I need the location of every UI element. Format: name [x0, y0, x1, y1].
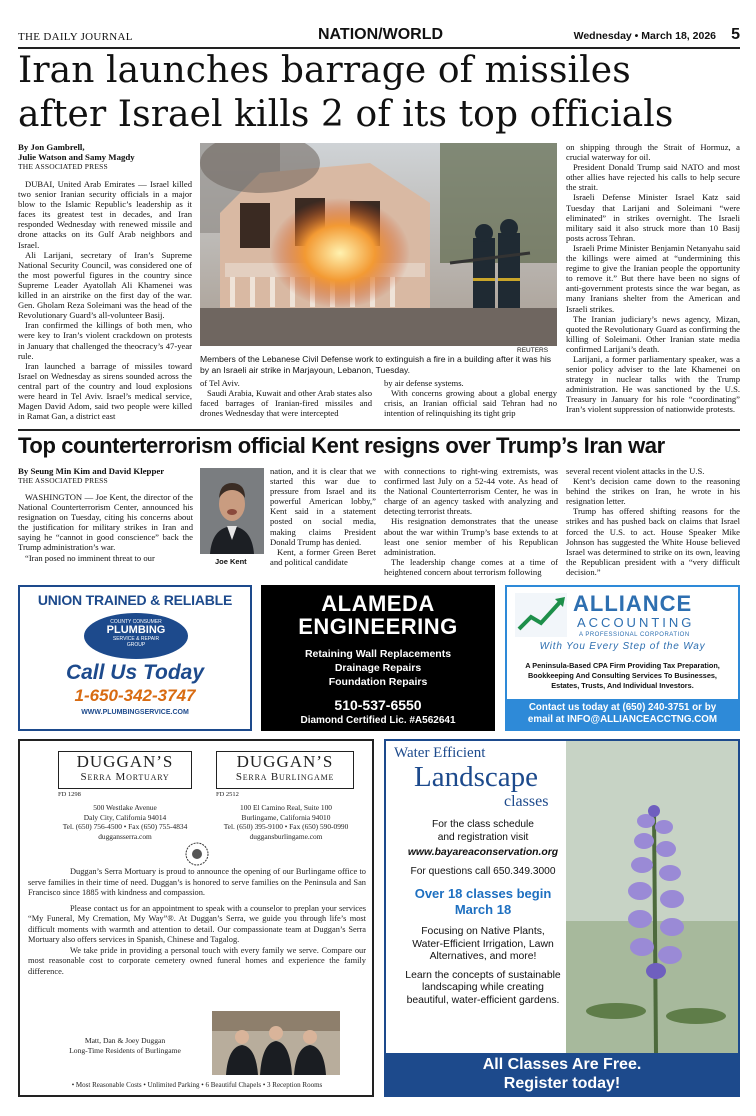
plumbing-ad	[18, 585, 252, 731]
paragraph: several recent violent attacks in the U.S.	[566, 466, 705, 476]
story2-column4	[566, 466, 740, 577]
address-mortuary	[40, 803, 210, 841]
paragraph: by air defense systems.	[384, 378, 464, 388]
news-photo	[200, 143, 557, 346]
classes-date: March 18	[454, 902, 512, 917]
byline: By Jon Gambrell,	[18, 142, 85, 152]
info-line: beautiful, water-efficient gardens.	[406, 994, 560, 1006]
headline-line1: Iran launches barrage of missiles	[18, 50, 631, 91]
byline: By Seung Min Kim and David Klepper	[18, 466, 165, 476]
lupine-flower-image	[566, 741, 740, 1053]
paragraph: with connections to right-wing extremists, was confirmed last July on a 52-44 vote. As head of the National Counterterrorism Center, he was in charge of an agency tasked with analyzing and detecting terrorist threats.	[384, 466, 558, 517]
info-line: Water-Efficient Irrigation, Lawn	[412, 938, 554, 950]
paragraph: His resignation demonstrates that the unease about the war within Trump’s base extends to at least one senior member of his Republican administration.	[384, 516, 558, 557]
ad-call: Call Us Today	[65, 661, 205, 684]
ad-title-line1: ALAMEDA	[321, 591, 435, 616]
contact-bar	[507, 699, 738, 729]
owners-line: Matt, Dan & Joey Duggan	[84, 1036, 166, 1045]
paragraph: Please contact us for an appointment to speak with a counselor to preplan your services “My Funeral, My Cremation, My Way”®. At Duggan’s Serra, we guide you through life’s most difficult moments with warmth and attention to detail. Our compassionate team at Duggan’s Serra Mortuary also offers services in Spanish, Chinese and Tagalog.	[28, 903, 366, 944]
ad-headline: UNION TRAINED & RELIABLE	[37, 592, 233, 608]
info-line: For questions call 650.349.3000	[410, 865, 556, 877]
ad-footer: • Most Reasonable Costs • Unlimited Parking • 6 Beautiful Chapels • 3 Reception Rooms	[71, 1081, 323, 1089]
story-text	[18, 492, 193, 563]
ad-title-line2: ENGINEERING	[298, 614, 458, 639]
burning-building-image	[200, 143, 557, 346]
paragraph: With concerns growing about a global energy crisis, an Iranian official said Tehran had no intention of relinquishing its tight grip	[384, 388, 557, 419]
agency: THE ASSOCIATED PRESS	[18, 162, 108, 171]
person-icon	[200, 468, 264, 554]
logo-burlingame	[216, 751, 354, 789]
section-name: NATION/WORLD	[318, 26, 444, 43]
alameda-ad	[261, 585, 495, 731]
duggan-ad	[18, 739, 374, 1097]
seal-icon	[183, 841, 211, 867]
banner-line: All Classes Are Free.	[482, 1056, 642, 1073]
ad-info	[386, 819, 580, 1007]
paragraph: Kent’s decision came down to the reasoning behind the strikes on Iran, he wrote in his resignation letter.	[566, 476, 740, 507]
address-line: Daly City, California 94014	[83, 812, 167, 822]
story1-column3	[384, 378, 557, 418]
alliance-ad	[505, 585, 740, 731]
address-line: Tel. (650) 395-9100 • Fax (650) 590-0990	[223, 822, 349, 831]
fd-number: FD 2512	[216, 791, 239, 798]
paragraph: “Iran posed no imminent threat to our	[25, 552, 155, 563]
logo-line: DUGGAN’S	[76, 752, 174, 771]
website-link[interactable]: duggansburlingame.com	[249, 831, 323, 841]
logo-mortuary	[58, 751, 192, 789]
paragraph: Iran launched a barrage of missiles toward Israel on Wednesday as sirens sounded across the central part of the country and loud explosions were heard in Tel Aviv. Israel’s medical service, Magen David Adom, said two people were killed in Ramat Gan, a district east	[18, 360, 192, 422]
story-text	[18, 179, 192, 421]
alliance-logo-icon	[515, 593, 567, 637]
classes-start: Over 18 classes begin	[414, 886, 552, 901]
banner-line: Register today!	[503, 1075, 621, 1092]
photo-caption: Members of the Lebanese Civil Defense work to extinguish a fire in a building after it was his by an Israeli air strike in Marjayoun, Lebanon, Tuesday.	[200, 354, 552, 375]
ad-license: Diamond Certified Lic. #A562641	[300, 715, 456, 726]
firm-sub: A PROFESSIONAL CORPORATION	[579, 632, 690, 638]
paragraph: Ali Larijani, secretary of Iran’s Supreme National Security Council, was considered one of the most powerful figures in the country since Supreme Leader Ayatollah Ali Khamenei was killed in an airstrike on the first day of the war. Gen. Gholam Reza Soleimani was the head of the Revolutionary Guard’s all-volunteer Basij.	[18, 249, 192, 321]
ad-banner[interactable]	[386, 1053, 738, 1095]
info-line: landscaping while creating	[422, 982, 544, 993]
badge-top: COUNTY CONSUMER	[110, 619, 162, 625]
info-line: Learn the concepts of sustainable	[405, 969, 561, 981]
ad-website-link[interactable]: www.bayareaconservation.org	[407, 847, 559, 858]
issue-date: Wednesday • March 18, 2026	[573, 30, 716, 42]
contact-email[interactable]: email at INFO@ALLIANCEACCTNG.COM	[527, 714, 718, 725]
story1-column2	[200, 378, 372, 418]
info-line: and registration visit	[437, 831, 529, 843]
paragraph: Larijani, a former parliamentary speaker, was a senior policy adviser to the late Khamenei on strategy in nuclear talks with the Trump administration. He was sanctioned by the U.S. Treasury in January for his role “coordinating” Iran’s violent suppression of nationwide protests.	[566, 353, 740, 415]
page-number: 5	[731, 26, 740, 43]
landscape-ad	[384, 739, 740, 1097]
address-line: 100 El Camino Real, Suite 100	[240, 803, 332, 812]
paragraph: The leadership change comes at a time of heightened concern about terrorism following	[384, 556, 558, 577]
badge-main: PLUMBING	[106, 624, 166, 636]
ad-body	[28, 867, 366, 977]
paragraph: The Iranian judiciary’s news agency, Mizan, quoted the Revolutionary Guard as confirming the killing of Soleimani. Other Iranian state media confirmed Larijani’s death.	[566, 313, 740, 354]
fd-number: FD 1298	[58, 791, 81, 798]
ad-service: Retaining Wall Replacements	[304, 648, 452, 660]
info-line: Alternatives, and more!	[429, 951, 537, 962]
address-line: Tel. (650) 756-4500 • Fax (650) 755-4834	[62, 822, 188, 831]
agency: THE ASSOCIATED PRESS	[18, 476, 108, 485]
story2-column1	[18, 466, 193, 563]
paragraph: WASHINGTON — Joe Kent, the director of the National Counterterrorism Center, announced his resignation on Tuesday, citing his concerns about the justification for military strikes in Iran and saying he “cannot in good conscience” back the Trump administration’s war.	[18, 492, 193, 553]
address-line: 500 Westlake Avenue	[93, 803, 157, 812]
paragraph: Israeli Defense Minister Israel Katz said Tuesday that Larijani and Soleimani “were eliminated” in strikes overnight. The Israeli military said it also struck more than 10 Basij posts across Tehran.	[566, 192, 740, 243]
paragraph: Saudi Arabia, Kuwait and other Arab states also faced barrages of Iranian-fired missiles and drones Wednesday that were intercepted	[200, 388, 372, 419]
logo-line: Serra Mortuary	[80, 771, 170, 783]
paragraph: nation, and it is clear that we started this war due to pressure from Israel and its powerful American lobby,” Kent said in a statement posted on social media, making claims President Donald Trump has denied.	[270, 466, 376, 547]
info-line: Focusing on Native Plants,	[421, 926, 545, 937]
paragraph: DUBAI, United Arab Emirates — Israel killed two senior Iranian security officials in a major blow to the Islamic Republic’s leadership as it faces its greatest test in decades, and Iran responded Wednesday with renewed missile and drone attacks on its Gulf Arab neighbors and Israel.	[18, 179, 192, 250]
story1-column4	[566, 142, 740, 415]
family-photo-image	[212, 1011, 340, 1075]
paragraph: Iran confirmed the killings of both men, who were key to Iran’s violent crackdown on protests in January that challenged the theocracy’s 47-year rule.	[18, 320, 192, 361]
paper-name: THE DAILY JOURNAL	[18, 31, 133, 43]
ad-description: A Peninsula-Based CPA Firm Providing Tax Preparation, Bookkeeping And Consulting Services To Businesses, Estates, Trusts, And Individual Investors.	[525, 661, 720, 690]
story2-headline: Top counterterrorism official Kent resigns over Trump’s Iran war	[18, 433, 665, 458]
ad-title: Landscape	[414, 761, 538, 793]
firm-name-2: ACCOUNTING	[577, 615, 695, 630]
contact-line: Contact us today at (650) 240-3751 or by	[528, 702, 717, 713]
badge-bottom: GROUP	[126, 642, 146, 648]
ad-phone: 510-537-6550	[334, 697, 422, 713]
ad-service: Drainage Repairs	[334, 662, 422, 674]
website-link[interactable]: duggansserra.com	[98, 831, 152, 841]
page-header	[18, 26, 740, 46]
ad-kicker: Water Efficient	[394, 745, 486, 761]
firm-name: ALLIANCE	[573, 591, 693, 616]
story2-column2	[270, 466, 376, 567]
byline-2: Julie Watson and Samy Magdy	[18, 152, 135, 162]
headshot-caption: Joe Kent	[215, 557, 247, 566]
paragraph: Duggan’s Serra Mortuary is proud to announce the opening of our Burlingame office to serve families in their time of need. Duggan’s is honored to serve families on the Peninsula and San Francisco since 1885 with kindness and compassion.	[28, 867, 366, 897]
story1-column1	[18, 142, 192, 421]
photo-credit: REUTERS	[517, 347, 549, 354]
logo-line: Serra Burlingame	[235, 771, 335, 783]
ad-tagline: With You Every Step of the Way	[539, 641, 706, 652]
story1-headline	[18, 49, 740, 137]
paragraph: We take pride in providing a personal touch with every family we serve. Compare our most reasonable cost to corporate cemetery owned funeral homes and experience the family difference.	[28, 945, 366, 976]
logo-line: DUGGAN’S	[236, 752, 334, 771]
ad-phone: 1-650-342-3747	[74, 686, 196, 705]
paragraph: of Tel Aviv.	[200, 378, 240, 388]
paragraph: on shipping through the Strait of Hormuz, a crucial waterway for oil.	[566, 142, 740, 163]
story2-column3	[384, 466, 558, 577]
plumbing-badge	[84, 613, 188, 659]
ad-service: Foundation Repairs	[328, 676, 428, 688]
paragraph: Kent, a former Green Beret and political candidate	[270, 546, 376, 567]
info-line: For the class schedule	[432, 819, 534, 830]
owners-caption	[40, 1036, 210, 1056]
headline-line2: after Israel kills 2 of its top officials	[18, 94, 674, 135]
address-burlingame	[204, 803, 368, 841]
paragraph: President Donald Trump said NATO and most other allies have rejected his calls to help secure the strait.	[566, 162, 740, 193]
owners-photo	[212, 1011, 340, 1075]
headshot-photo	[200, 468, 264, 554]
address-line: Burlingame, California 94010	[241, 812, 331, 822]
paragraph: Trump has offered shifting reasons for the strikes and has pushed back on claims that Israel forced the U.S. to act. House Speaker Mike Johnson has suggested the White House believed Israel was determined to strike on its own, leaving the Republican president with a “very difficult decision.”	[566, 506, 740, 577]
badge-sub: SERVICE & REPAIR	[112, 636, 160, 642]
ad-title-classes: classes	[504, 793, 549, 810]
ad-url[interactable]: WWW.PLUMBINGSERVICE.COM	[81, 709, 189, 716]
story-divider	[18, 429, 740, 431]
owners-line: Long-Time Residents of Burlingame	[69, 1046, 181, 1055]
paragraph: Israeli Prime Minister Benjamin Netanyahu said the killings were aimed at “undermining this regime to give the Iranian people the opportunity to remove it.” But there have been no signs of anti-government protests since the war began, as many Iranians shelter from the American and Israeli strikes.	[566, 242, 740, 314]
